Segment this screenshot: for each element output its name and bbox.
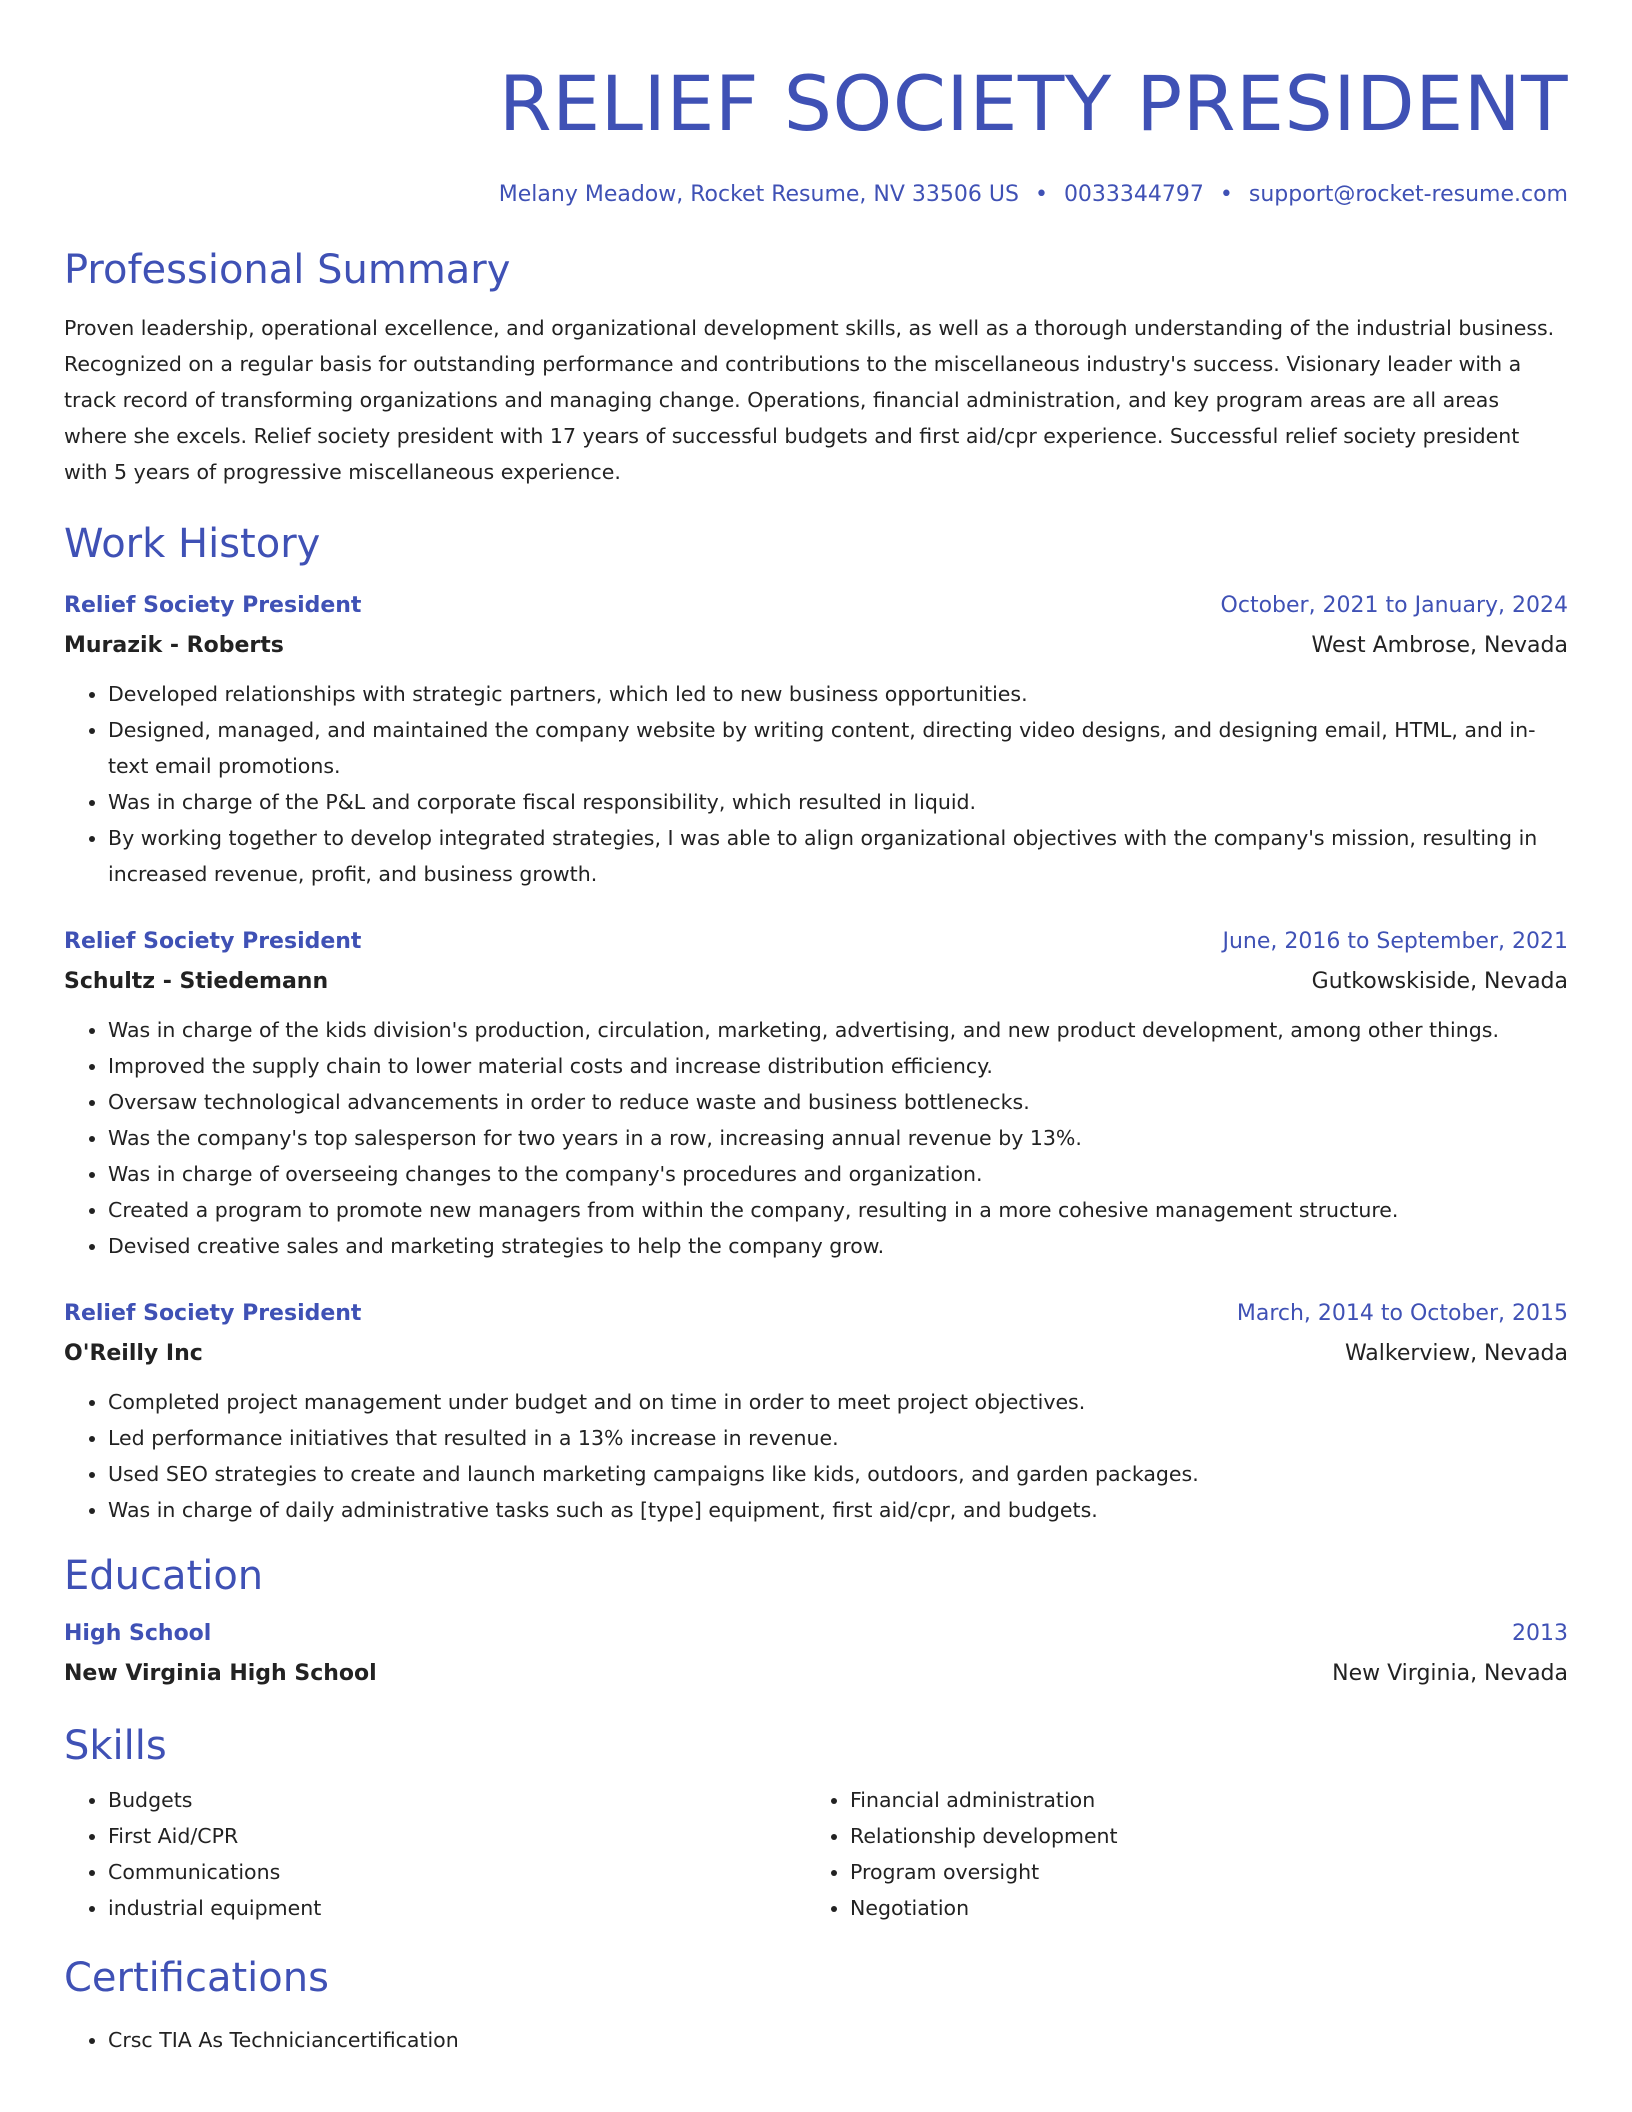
contact-email: support@rocket-resume.com bbox=[1248, 182, 1568, 207]
job-title: Relief Society President bbox=[64, 929, 362, 954]
job-bullet: • Led performance initiatives that resulted in a 13% increase in revenue. bbox=[108, 1420, 1568, 1456]
education-location: New Virginia, Nevada bbox=[1332, 1661, 1568, 1686]
skills-column-right bbox=[806, 1782, 1548, 1926]
skill-item: • Relationship development bbox=[850, 1818, 1548, 1854]
job-bullet: • Designed, managed, and maintained the company website by writing content, directing video designs, and designing email, HTML, and in-text email promotions. bbox=[108, 712, 1568, 784]
job-title: Relief Society President bbox=[64, 1301, 362, 1326]
skills-list bbox=[806, 1782, 1548, 1926]
skills-column-left bbox=[64, 1782, 806, 1926]
job-entry bbox=[64, 586, 1568, 892]
job-bullet: • Created a program to promote new managers from within the company, resulting in a more cohesive management structure. bbox=[108, 1192, 1568, 1228]
certification-item: • Crsc TIA As Techniciancertification bbox=[108, 2022, 1568, 2058]
job-entry bbox=[64, 922, 1568, 1264]
education-heading: Education bbox=[64, 1553, 264, 1599]
summary-text: Proven leadership, operational excellence, and organizational development skills, as well as a thorough understanding of the industrial business. Recognized on a regular basis for outstanding performance and contributions to the miscellaneous industry's success. Visionary leader with a track record of transforming organizations and managing change. Operations, financial administration, and key program areas are all areas where she excels. Relief society president with 17 years of successful budgets and first aid/cpr experience. Successful relief society president with 5 years of progressive miscellaneous experience. bbox=[64, 316, 1555, 484]
job-company: Schultz - Stiedemann bbox=[64, 969, 329, 994]
education-school: New Virginia High School bbox=[64, 1661, 377, 1686]
job-dates: October, 2021 to January, 2024 bbox=[1220, 593, 1568, 618]
job-header-row bbox=[64, 922, 1568, 962]
work-history-heading: Work History bbox=[64, 521, 321, 567]
skill-item: • First Aid/CPR bbox=[108, 1818, 806, 1854]
skill-item: • industrial equipment bbox=[108, 1890, 806, 1926]
skill-item: • Financial administration bbox=[850, 1782, 1548, 1818]
contact-address: Melany Meadow, Rocket Resume, NV 33506 US bbox=[498, 182, 1019, 207]
job-header-row bbox=[64, 586, 1568, 626]
job-bullet: • Was the company's top salesperson for two years in a row, increasing annual revenue by 13%. bbox=[108, 1120, 1568, 1156]
skills-grid bbox=[64, 1782, 1568, 1926]
job-header-row bbox=[64, 1294, 1568, 1334]
contact-phone: 0033344797 bbox=[1063, 182, 1204, 207]
job-bullet: • Was in charge of daily administrative tasks such as [type] equipment, first aid/cpr, and budgets. bbox=[108, 1492, 1568, 1528]
certifications-list bbox=[64, 2022, 1568, 2058]
job-title: Relief Society President bbox=[64, 593, 362, 618]
contact-separator: • bbox=[1034, 182, 1048, 207]
job-bullets bbox=[64, 1384, 1568, 1528]
job-bullet: • Developed relationships with strategic partners, which led to new business opportunities. bbox=[108, 676, 1568, 712]
job-company: O'Reilly Inc bbox=[64, 1341, 203, 1366]
skills-list bbox=[64, 1782, 806, 1926]
education-school-row bbox=[64, 1654, 1568, 1694]
resume-page bbox=[64, 0, 1568, 2058]
summary-heading: Professional Summary bbox=[64, 247, 511, 293]
skill-item: • Communications bbox=[108, 1854, 806, 1890]
job-company-row bbox=[64, 1334, 1568, 1374]
job-bullets bbox=[64, 676, 1568, 892]
contact-line bbox=[64, 180, 1568, 210]
skill-item: • Budgets bbox=[108, 1782, 806, 1818]
job-bullet: • Was in charge of the P&L and corporate fiscal responsibility, which resulted in liquid. bbox=[108, 784, 1568, 820]
resume-title: RELIEF SOCIETY PRESIDENT bbox=[498, 59, 1568, 148]
contact-separator: • bbox=[1219, 182, 1233, 207]
education-header-row bbox=[64, 1614, 1568, 1654]
job-bullet: • Devised creative sales and marketing strategies to help the company grow. bbox=[108, 1228, 1568, 1264]
skills-heading: Skills bbox=[64, 1723, 167, 1769]
job-company: Murazik - Roberts bbox=[64, 633, 284, 658]
job-location: West Ambrose, Nevada bbox=[1311, 633, 1568, 658]
job-bullet: • Oversaw technological advancements in order to reduce waste and business bottlenecks. bbox=[108, 1084, 1568, 1120]
job-dates: March, 2014 to October, 2015 bbox=[1236, 1301, 1568, 1326]
job-bullet: • By working together to develop integrated strategies, I was able to align organizational objectives with the company's mission, resulting in increased revenue, profit, and business growth. bbox=[108, 820, 1568, 892]
education-year: 2013 bbox=[1512, 1621, 1568, 1646]
job-bullets bbox=[64, 1012, 1568, 1264]
job-bullet: • Completed project management under budget and on time in order to meet project objectives. bbox=[108, 1384, 1568, 1420]
job-location: Walkerview, Nevada bbox=[1344, 1341, 1568, 1366]
skill-item: • Program oversight bbox=[850, 1854, 1548, 1890]
job-entry bbox=[64, 1294, 1568, 1528]
job-dates: June, 2016 to September, 2021 bbox=[1222, 929, 1568, 954]
job-company-row bbox=[64, 962, 1568, 1002]
education-entry bbox=[64, 1614, 1568, 1694]
job-bullet: • Was in charge of overseeing changes to the company's procedures and organization. bbox=[108, 1156, 1568, 1192]
job-company-row bbox=[64, 626, 1568, 666]
education-degree: High School bbox=[64, 1621, 212, 1646]
job-location: Gutkowskiside, Nevada bbox=[1311, 969, 1568, 994]
job-bullet: • Used SEO strategies to create and launch marketing campaigns like kids, outdoors, and garden packages. bbox=[108, 1456, 1568, 1492]
certifications-heading: Certifications bbox=[64, 1955, 329, 2001]
skill-item: • Negotiation bbox=[850, 1890, 1548, 1926]
job-bullet: • Improved the supply chain to lower material costs and increase distribution efficiency. bbox=[108, 1048, 1568, 1084]
job-bullet: • Was in charge of the kids division's production, circulation, marketing, advertising, and new product development, among other things. bbox=[108, 1012, 1568, 1048]
